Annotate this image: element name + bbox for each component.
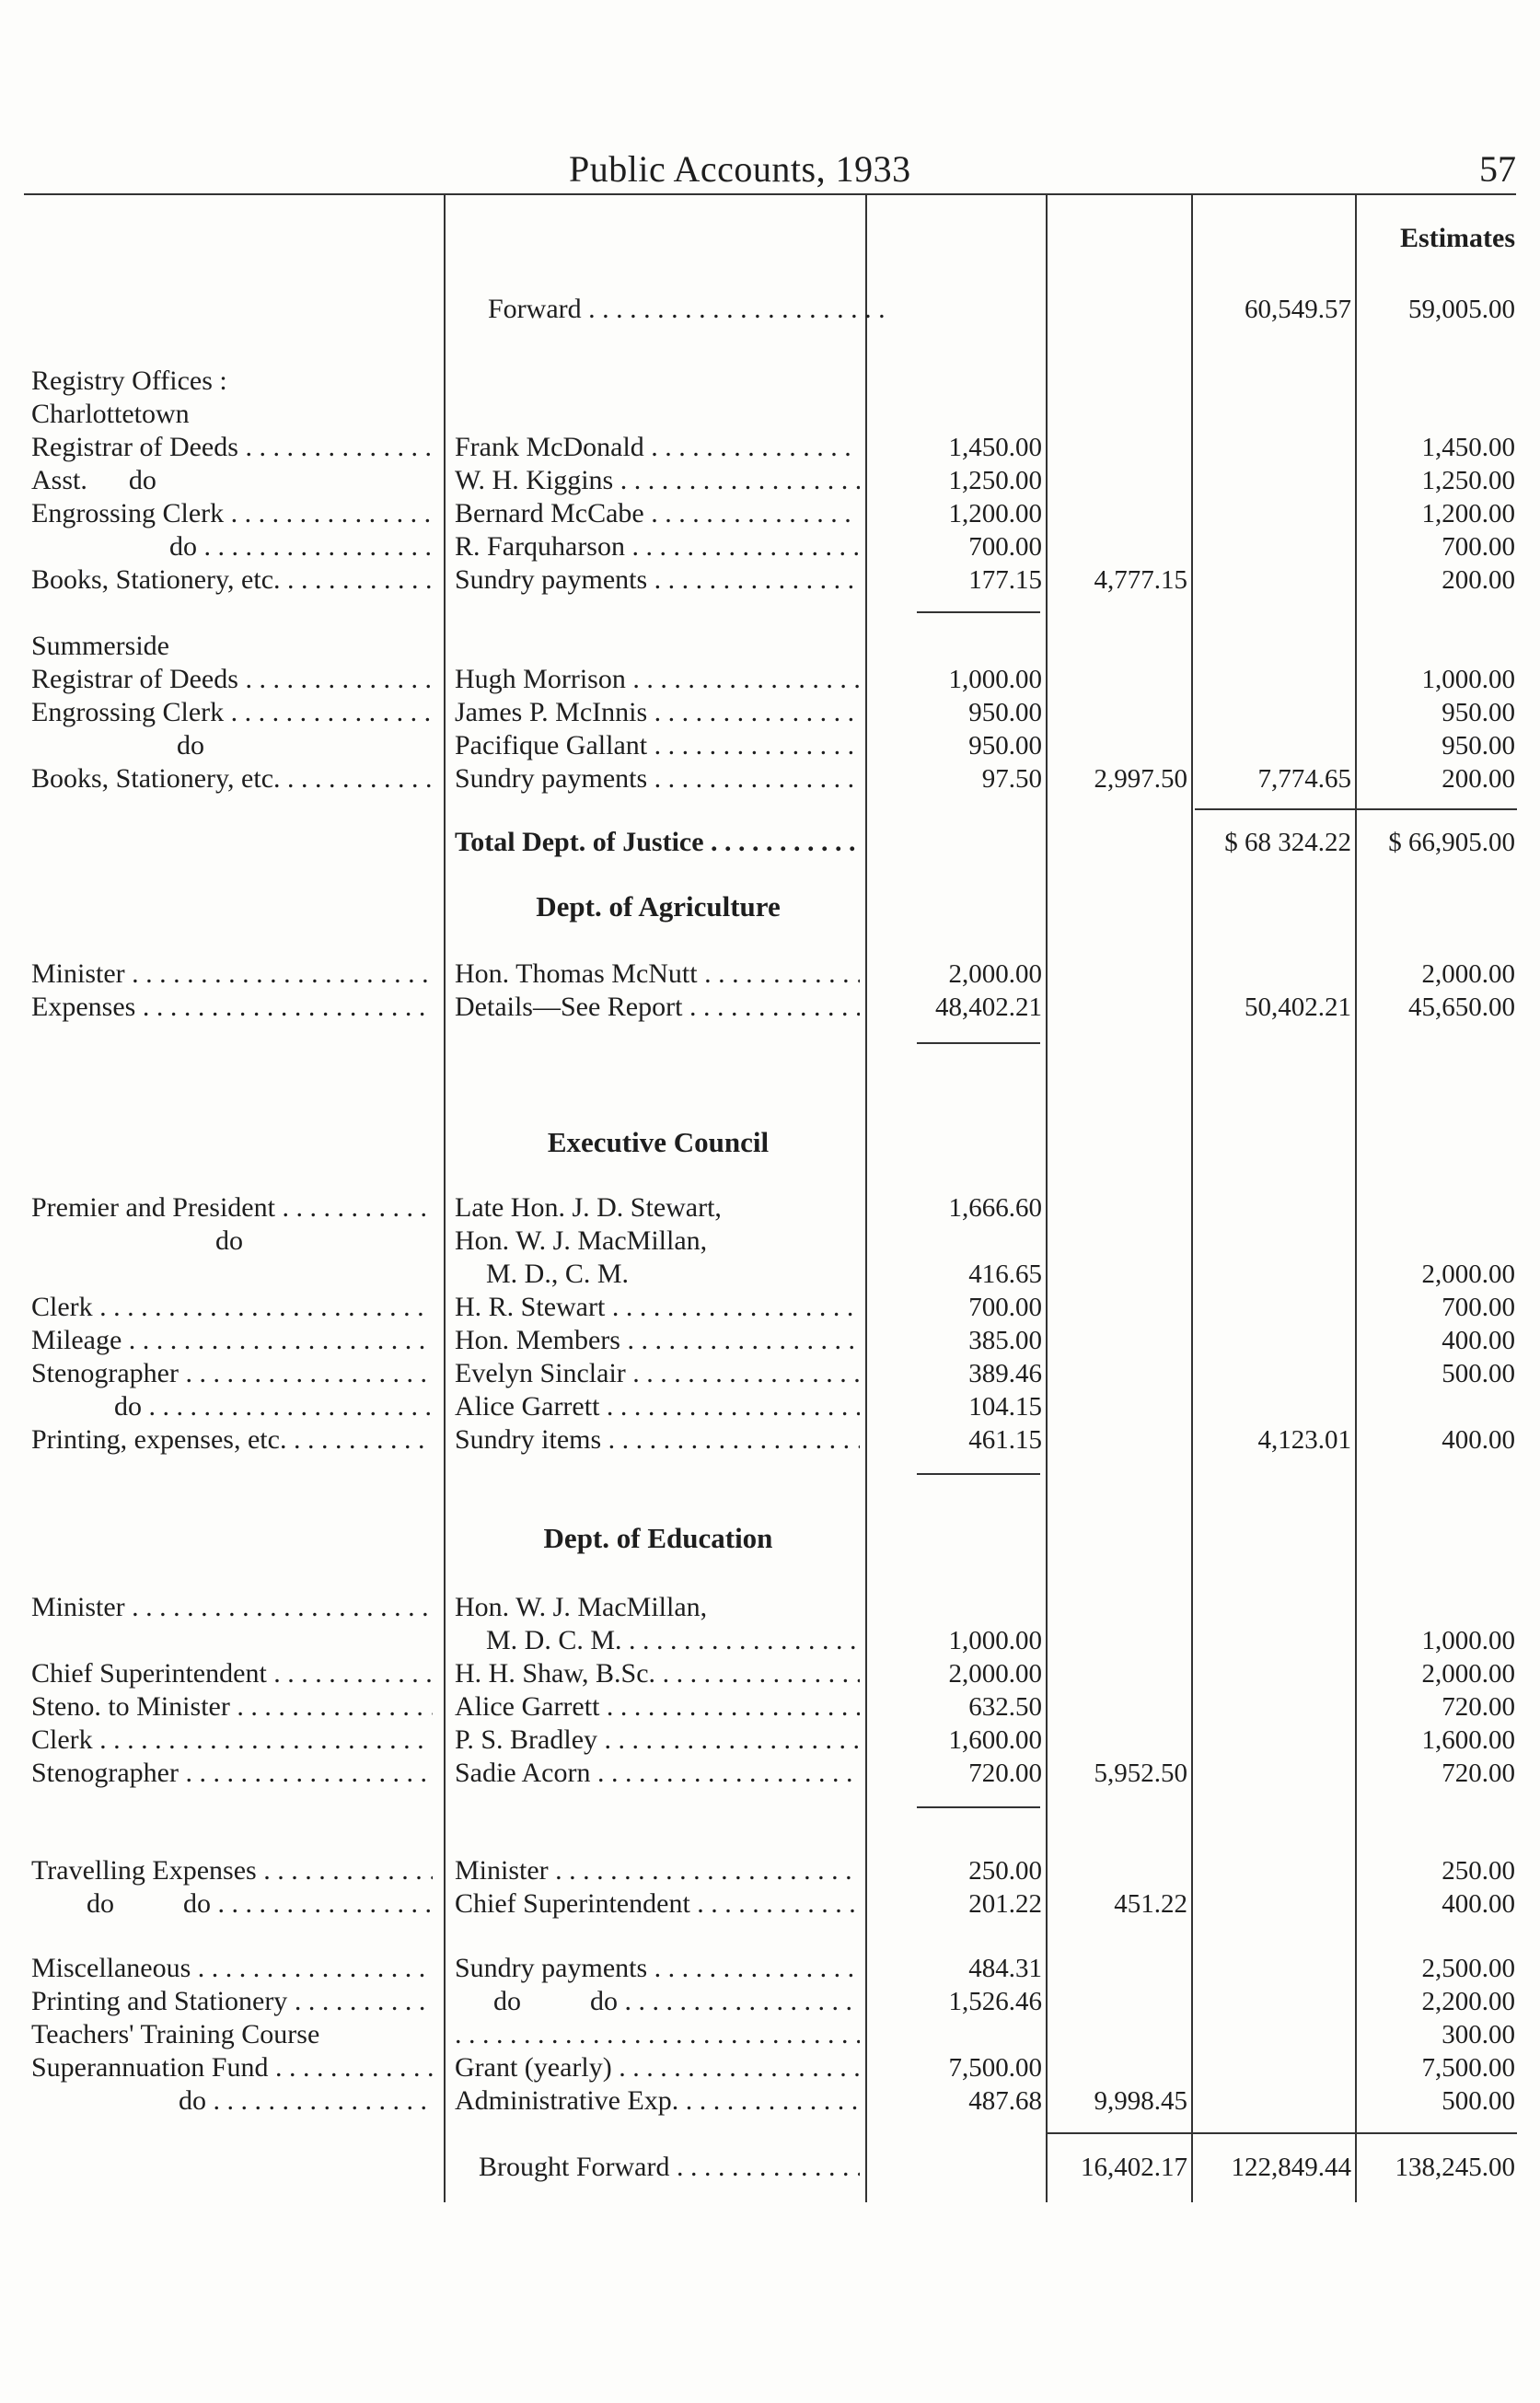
row-amount: 487.68	[968, 2086, 1042, 2116]
row-label: Minister . . .	[31, 958, 433, 991]
row-estimate: 200.00	[1442, 565, 1515, 595]
row-estimate: 500.00	[1442, 1359, 1515, 1388]
row-name: Hon. Thomas McNutt . . .	[455, 958, 860, 991]
table-row	[0, 563, 1540, 597]
table-row	[0, 1390, 1540, 1423]
row-label: Travelling Expenses . . .	[31, 1854, 433, 1887]
row-total: 4,123.01	[1257, 1425, 1351, 1455]
row-amount: 250.00	[968, 1856, 1042, 1886]
row-total: 50,402.21	[1245, 993, 1351, 1022]
table-row	[0, 1624, 1540, 1657]
total-justice-row	[0, 826, 1540, 859]
row-subtotal: 9,998.45	[1094, 2086, 1187, 2116]
table-row	[0, 696, 1540, 729]
row-name: Administrative Exp. . . .	[455, 2084, 860, 2118]
row-name: R. Farquharson . . .	[455, 530, 860, 563]
row-name: Evelyn Sinclair . . .	[455, 1357, 860, 1390]
brought-forward-estimate: 138,245.00	[1395, 2153, 1515, 2182]
row-label: Printing and Stationery . . .	[31, 1985, 433, 2018]
table-row	[0, 1952, 1540, 1985]
row-name: Bernard McCabe . . .	[455, 497, 860, 530]
row-amount: 461.15	[968, 1425, 1042, 1455]
row-label: do do . . .	[31, 1887, 433, 1921]
row-label: Clerk . . .	[31, 1291, 433, 1324]
row-amount: 632.50	[968, 1692, 1042, 1722]
row-label: do	[177, 730, 204, 760]
table-row	[0, 464, 1540, 497]
table-row	[0, 1291, 1540, 1324]
row-name: M. D. C. M. . . .	[486, 1624, 860, 1657]
estimates-column-header: Estimates	[1400, 223, 1515, 253]
row-amount: 700.00	[968, 532, 1042, 562]
page-title: Public Accounts, 1933	[569, 148, 911, 190]
row-name: Frank McDonald . . .	[455, 431, 860, 464]
row-name: Pacifique Gallant . . .	[455, 729, 860, 762]
registry-heading: Registry Offices :	[31, 366, 227, 396]
brought-forward-row	[0, 2151, 1540, 2184]
table-row	[0, 1854, 1540, 1887]
row-estimate: 2,500.00	[1421, 1954, 1515, 1983]
table-row	[0, 729, 1540, 762]
row-label: Books, Stationery, etc. . . .	[31, 762, 433, 795]
row-name: Sundry payments . . .	[455, 762, 860, 795]
row-name: Hon. W. J. MacMillan,	[455, 1225, 708, 1256]
row-amount: 1,200.00	[948, 499, 1042, 528]
row-label: Teachers' Training Course	[31, 2019, 320, 2049]
row-estimate: 1,000.00	[1421, 1626, 1515, 1655]
row-amount: 1,000.00	[948, 665, 1042, 694]
table-row	[0, 2051, 1540, 2084]
total-rule	[1195, 808, 1517, 810]
row-amount: 48,402.21	[935, 993, 1042, 1022]
row-amount: 700.00	[968, 1293, 1042, 1322]
row-subtotal: 5,952.50	[1094, 1759, 1187, 1788]
row-estimate: 1,450.00	[1421, 433, 1515, 462]
table-row	[0, 1657, 1540, 1690]
table-row	[0, 1887, 1540, 1921]
summerside-heading: Summerside	[31, 631, 169, 661]
row-name: P. S. Bradley . . .	[455, 1724, 860, 1757]
row-label: Chief Superintendent . . .	[31, 1657, 433, 1690]
page-header	[0, 147, 1540, 199]
row-label: Engrossing Clerk . . .	[31, 497, 433, 530]
row-amount: 484.31	[968, 1954, 1042, 1983]
row-amount: 385.00	[968, 1326, 1042, 1355]
education-heading: Dept. of Education	[543, 1522, 773, 1554]
table-row	[0, 991, 1540, 1024]
summerside-heading-row	[0, 630, 1540, 663]
subtotal-rule	[917, 1042, 1040, 1044]
subtotal-rule	[917, 611, 1040, 613]
row-estimate: 1,200.00	[1421, 499, 1515, 528]
row-estimate: 500.00	[1442, 2086, 1515, 2116]
table-row	[0, 958, 1540, 991]
row-estimate: 300.00	[1442, 2020, 1515, 2049]
row-estimate: 400.00	[1442, 1889, 1515, 1919]
subtotal-rule	[917, 1806, 1040, 1808]
row-subtotal: 4,777.15	[1094, 565, 1187, 595]
row-estimate: 720.00	[1442, 1759, 1515, 1788]
row-name: Sundry payments . . .	[455, 563, 860, 597]
row-label: Miscellaneous . . .	[31, 1952, 433, 1985]
row-label: Premier and President . . .	[31, 1191, 433, 1225]
row-label: Printing, expenses, etc. . . .	[31, 1423, 433, 1457]
row-amount: 177.15	[968, 565, 1042, 595]
row-label: Mileage . . .	[31, 1324, 433, 1357]
executive-heading: Executive Council	[547, 1126, 770, 1158]
row-estimate: 950.00	[1442, 698, 1515, 727]
table-row	[0, 530, 1540, 563]
subtotal-rule	[917, 1473, 1040, 1475]
row-estimate: 700.00	[1442, 1293, 1515, 1322]
row-label: Books, Stationery, etc. . . .	[31, 563, 433, 597]
table-row	[0, 1423, 1540, 1457]
row-name	[455, 2018, 860, 2051]
row-estimate: 2,200.00	[1421, 1987, 1515, 2016]
row-amount: 201.22	[968, 1889, 1042, 1919]
row-estimate: 250.00	[1442, 1856, 1515, 1886]
row-amount: 2,000.00	[948, 1659, 1042, 1689]
row-label: Steno. to Minister . . .	[31, 1690, 433, 1724]
row-estimate: 1,600.00	[1421, 1725, 1515, 1755]
table-row	[0, 497, 1540, 530]
row-name: M. D., C. M.	[486, 1259, 630, 1289]
header-rule	[24, 193, 1516, 195]
table-row	[0, 2084, 1540, 2118]
row-amount: 950.00	[968, 731, 1042, 760]
row-label: do	[215, 1225, 243, 1256]
table-row	[0, 1757, 1540, 1790]
row-estimate: 45,650.00	[1408, 993, 1515, 1022]
row-name: Hon. Members . . .	[455, 1324, 860, 1357]
row-name: H. H. Shaw, B.Sc. . . .	[455, 1657, 860, 1690]
row-name: Grant (yearly) . . .	[455, 2051, 860, 2084]
registry-heading-row	[0, 365, 1540, 398]
row-amount: 720.00	[968, 1759, 1042, 1788]
table-row	[0, 663, 1540, 696]
row-name: Late Hon. J. D. Stewart,	[455, 1192, 722, 1223]
row-estimate: 7,500.00	[1421, 2053, 1515, 2083]
row-amount: 1,666.60	[948, 1193, 1042, 1223]
table-row	[0, 762, 1540, 795]
forward-label: Forward . . .	[488, 293, 893, 326]
forward-col-d: 59,005.00	[1408, 295, 1515, 324]
row-estimate: 720.00	[1442, 1692, 1515, 1722]
row-amount: 1,526.46	[948, 1987, 1042, 2016]
row-total: 7,774.65	[1257, 764, 1351, 794]
row-estimate: 2,000.00	[1421, 1659, 1515, 1689]
total-rule	[1048, 2132, 1517, 2134]
row-estimate: 2,000.00	[1421, 959, 1515, 989]
row-name: W. H. Kiggins . . .	[455, 464, 860, 497]
row-amount: 950.00	[968, 698, 1042, 727]
table-row	[0, 1324, 1540, 1357]
row-label: do . . .	[31, 2084, 433, 2118]
table-row	[0, 431, 1540, 464]
row-label: Clerk . . .	[31, 1724, 433, 1757]
table-row	[0, 1690, 1540, 1724]
brought-forward-label: Brought Forward . . .	[479, 2151, 860, 2184]
row-amount: 1,250.00	[948, 466, 1042, 495]
row-name: Alice Garrett . . .	[455, 1390, 860, 1423]
row-name: Chief Superintendent . . .	[455, 1887, 860, 1921]
row-name: Sundry items . . .	[455, 1423, 860, 1457]
row-name: Hugh Morrison . . .	[455, 663, 860, 696]
row-estimate: 1,250.00	[1421, 466, 1515, 495]
row-amount: 97.50	[981, 764, 1042, 794]
row-amount: 416.65	[968, 1260, 1042, 1289]
row-amount: 2,000.00	[948, 959, 1042, 989]
brought-forward-total: 122,849.44	[1231, 2153, 1351, 2182]
table-row	[0, 1258, 1540, 1291]
row-amount: 1,600.00	[948, 1725, 1042, 1755]
row-name: do do . . .	[493, 1985, 860, 2018]
row-estimate: 200.00	[1442, 764, 1515, 794]
row-estimate: 700.00	[1442, 532, 1515, 562]
forward-row	[0, 293, 1540, 326]
row-estimate: 1,000.00	[1421, 665, 1515, 694]
agriculture-heading: Dept. of Agriculture	[536, 890, 781, 923]
total-justice-amount: $ 68 324.22	[1224, 828, 1351, 857]
row-label: Stenographer . . .	[31, 1357, 433, 1390]
charlottetown-heading-row	[0, 398, 1540, 431]
row-name: Details—See Report . . .	[455, 991, 860, 1024]
row-label: Registrar of Deeds . . .	[31, 663, 433, 696]
row-estimate: 950.00	[1442, 731, 1515, 760]
row-amount: 104.15	[968, 1392, 1042, 1422]
total-justice-estimate: $ 66,905.00	[1388, 828, 1515, 857]
row-name: Sadie Acorn . . .	[455, 1757, 860, 1790]
row-name: H. R. Stewart . . .	[455, 1291, 860, 1324]
brought-forward-subtotal: 16,402.17	[1081, 2153, 1187, 2182]
row-label: Superannuation Fund . . .	[31, 2051, 433, 2084]
row-name: James P. McInnis . . .	[455, 696, 860, 729]
row-subtotal: 2,997.50	[1094, 764, 1187, 794]
row-label: Minister . . .	[31, 1591, 433, 1624]
row-label: Stenographer . . .	[31, 1757, 433, 1790]
table-row	[0, 1191, 1540, 1225]
row-amount: 389.46	[968, 1359, 1042, 1388]
row-amount: 1,450.00	[948, 433, 1042, 462]
table-row	[0, 1985, 1540, 2018]
row-label: Registrar of Deeds . . .	[31, 431, 433, 464]
row-name: Sundry payments . . .	[455, 1952, 860, 1985]
row-amount: 7,500.00	[948, 2053, 1042, 2083]
row-label: do . . .	[31, 530, 433, 563]
page-number: 57	[1479, 148, 1516, 190]
table-row	[0, 1225, 1540, 1258]
total-justice-label: Total Dept. of Justice . . .	[455, 826, 860, 859]
table-row	[0, 1591, 1540, 1624]
row-name: Minister . . .	[455, 1854, 860, 1887]
row-estimate: 400.00	[1442, 1425, 1515, 1455]
forward-col-c: 60,549.57	[1245, 295, 1351, 324]
table-row	[0, 1357, 1540, 1390]
row-label: Asst. do	[31, 465, 156, 495]
row-estimate: 2,000.00	[1421, 1260, 1515, 1289]
row-estimate: 400.00	[1442, 1326, 1515, 1355]
row-name: Hon. W. J. MacMillan,	[455, 1592, 708, 1622]
row-label: do . . .	[31, 1390, 433, 1423]
table-row	[0, 1724, 1540, 1757]
row-name: Alice Garrett . . .	[455, 1690, 860, 1724]
row-subtotal: 451.22	[1114, 1889, 1187, 1919]
row-label: Expenses . . .	[31, 991, 433, 1024]
table-row	[0, 2018, 1540, 2051]
row-label: Engrossing Clerk . . .	[31, 696, 433, 729]
charlottetown-heading: Charlottetown	[31, 399, 190, 429]
row-amount: 1,000.00	[948, 1626, 1042, 1655]
